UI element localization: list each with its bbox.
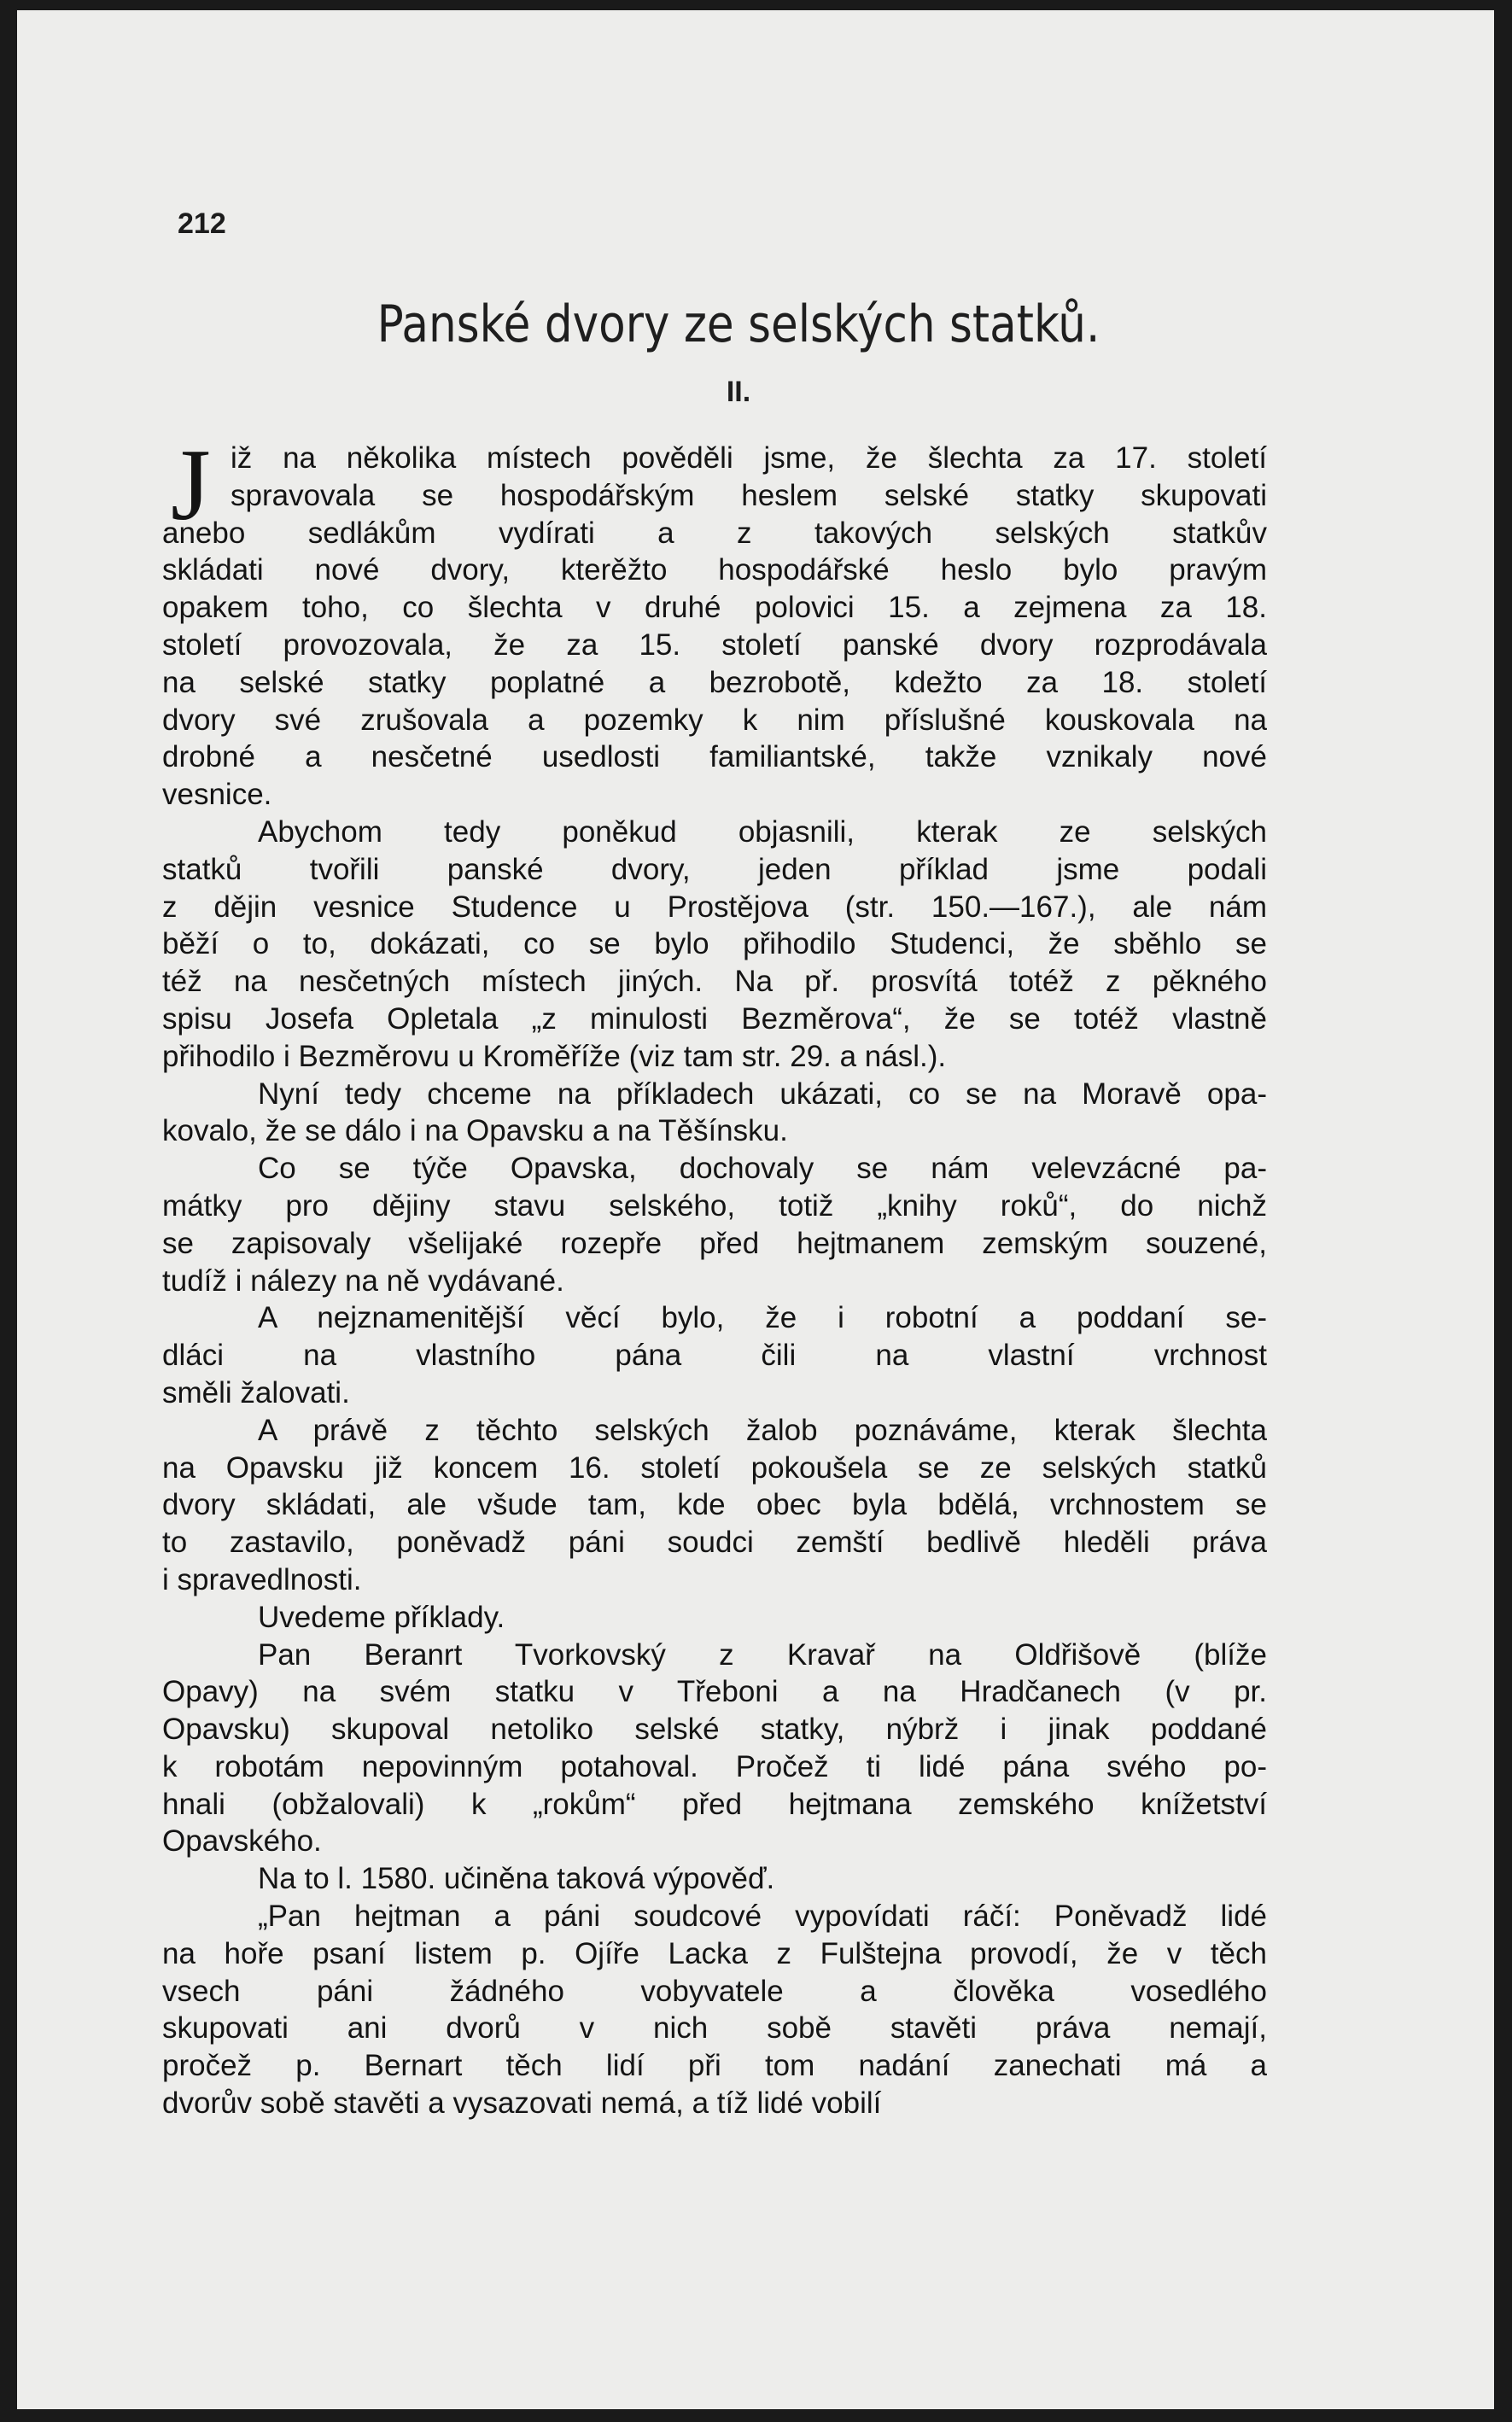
paragraph xyxy=(162,1860,1267,1898)
text-line: Pan Beranrt Tvorkovský z Kravař na Oldřišově (blíže xyxy=(258,1637,1267,1672)
text-line: Abychom tedy poněkud objasnili, kterak ze selských xyxy=(258,814,1267,849)
section-number: II. xyxy=(726,376,751,408)
text-line: drobné a nesčetné usedlosti familiantské, takže vznikaly nové xyxy=(162,740,1267,774)
text-line: vesnice. xyxy=(162,778,272,812)
text-line: Na to l. 1580. učiněna taková výpověď. xyxy=(258,1862,775,1896)
text-line: Nyní tedy chceme na příkladech ukázati, co se na Moravě opa- xyxy=(258,1077,1267,1111)
text-line: statků tvořili panské dvory, jeden příklad jsme podali xyxy=(162,852,1267,886)
text-line: k robotám nepovinným potahoval. Pročež ti lidé pána svého po- xyxy=(162,1749,1267,1783)
text-line: dvory skládati, ale všude tam, kde obec byla bdělá, vrchnostem se xyxy=(162,1488,1267,1522)
text-line: Co se týče Opavska, dochovaly se nám velevzácné pa- xyxy=(258,1152,1267,1186)
text-line: též na nesčetných místech jiných. Na př. prosvítá totéž z pěkného xyxy=(162,965,1267,999)
paragraph xyxy=(162,1076,1267,1151)
paragraph xyxy=(162,1299,1267,1411)
page-number: 212 xyxy=(178,207,226,240)
text-line: tudíž i nálezy na ně vydávané. xyxy=(162,1264,564,1298)
text-line: i spravedlnosti. xyxy=(162,1562,362,1596)
text-line: skládati nové dvory, kterěžto hospodářské heslo bylo pravým xyxy=(162,553,1267,587)
text-line: na hoře psaní listem p. Ojíře Lacka z Fulštejna provodí, že v těch xyxy=(162,1936,1267,1970)
paragraph xyxy=(162,1599,1267,1637)
text-line: dláci na vlastního pána čili na vlastní vrchnost xyxy=(162,1339,1267,1373)
text-line: Opavy) na svém statku v Třeboni a na Hradčanech (v pr. xyxy=(162,1675,1267,1709)
text-line: kovalo, že se dálo i na Opavsku a na Těšínsku. xyxy=(162,1114,788,1148)
text-line: A právě z těchto selských žalob poznáváme, kterak šlechta xyxy=(258,1413,1267,1447)
text-line: Opavsku) skupoval netoliko selské statky, nýbrž i jinak poddané xyxy=(162,1713,1267,1747)
text-line: skupovati ani dvorů v nich sobě stavěti práva nemají, xyxy=(162,2011,1267,2046)
text-line: hnali (obžalovali) k „rokům“ před hejtmana zemského knížetství xyxy=(162,1787,1267,1821)
paragraph xyxy=(162,1898,1267,2122)
text-line: opakem toho, co šlechta v druhé polovici 15. a zejmena za 18. xyxy=(162,591,1267,625)
text-line: Opavského. xyxy=(162,1824,322,1859)
text-line: mátky pro dějiny stavu selského, totiž „knihy roků“, do nichž xyxy=(162,1188,1267,1223)
text-line: na selské statky poplatné a bezrobotě, kdežto za 18. století xyxy=(162,665,1267,699)
text-line: spravovala se hospodářským heslem selské statky skupovati xyxy=(231,478,1267,512)
text-line: to zastavilo, poněvadž páni soudci zemští bedlivě hleděli práva xyxy=(162,1526,1267,1560)
text-line: iž na několika místech pověděli jsme, že šlechta za 17. století xyxy=(231,441,1267,475)
text-line: spisu Josefa Opletala „z minulosti Bezměrova“, že se totéž vlastně xyxy=(162,1001,1267,1036)
text-line: „Pan hejtman a páni soudcové vypovídati ráčí: Poněvadž lidé xyxy=(258,1900,1267,1934)
chapter-title: Panské dvory ze selských statků. xyxy=(377,295,1100,354)
paragraph xyxy=(162,1637,1267,1861)
text-line: Uvedeme příklady. xyxy=(258,1600,505,1634)
paragraph xyxy=(162,814,1267,1076)
paragraph xyxy=(162,440,1267,814)
text-line: dvory své zrušovala a pozemky k nim příslušné kouskovala na xyxy=(162,703,1267,737)
body-text xyxy=(162,440,1267,2122)
paragraph xyxy=(162,1412,1267,1599)
text-line: A nejznamenitější věcí bylo, že i robotní a poddaní se- xyxy=(258,1301,1267,1335)
text-line: běží o to, dokázati, co se bylo přihodilo Studenci, že sběhlo se xyxy=(162,927,1267,961)
paragraph xyxy=(162,1150,1267,1299)
text-line: století provozovala, že za 15. století panské dvory rozprodávala xyxy=(162,627,1267,662)
text-line: se zapisovaly všelijaké rozepře před hejtmanem zemským souzené, xyxy=(162,1226,1267,1260)
text-line: vsech páni žádného vobyvatele a člověka vosedlého xyxy=(162,1974,1267,2008)
drop-cap: J xyxy=(171,428,211,541)
text-line: na Opavsku již koncem 16. století pokoušela se ze selských statků xyxy=(162,1450,1267,1485)
text-line: směli žalovati. xyxy=(162,1375,350,1409)
text-line: z dějin vesnice Studence u Prostějova (str. 150.—167.), ale nám xyxy=(162,890,1267,924)
text-line: anebo sedlákům vydírati a z takových selských statkův xyxy=(162,516,1267,550)
text-line: přihodilo i Bezměrovu u Kroměříže (viz tam str. 29. a násl.). xyxy=(162,1039,947,1073)
text-line: dvorův sobě stavěti a vysazovati nemá, a tíž lidé vobilí xyxy=(162,2086,882,2121)
text-line: pročež p. Bernart těch lidí při tom nadání zanechati má a xyxy=(162,2049,1267,2083)
